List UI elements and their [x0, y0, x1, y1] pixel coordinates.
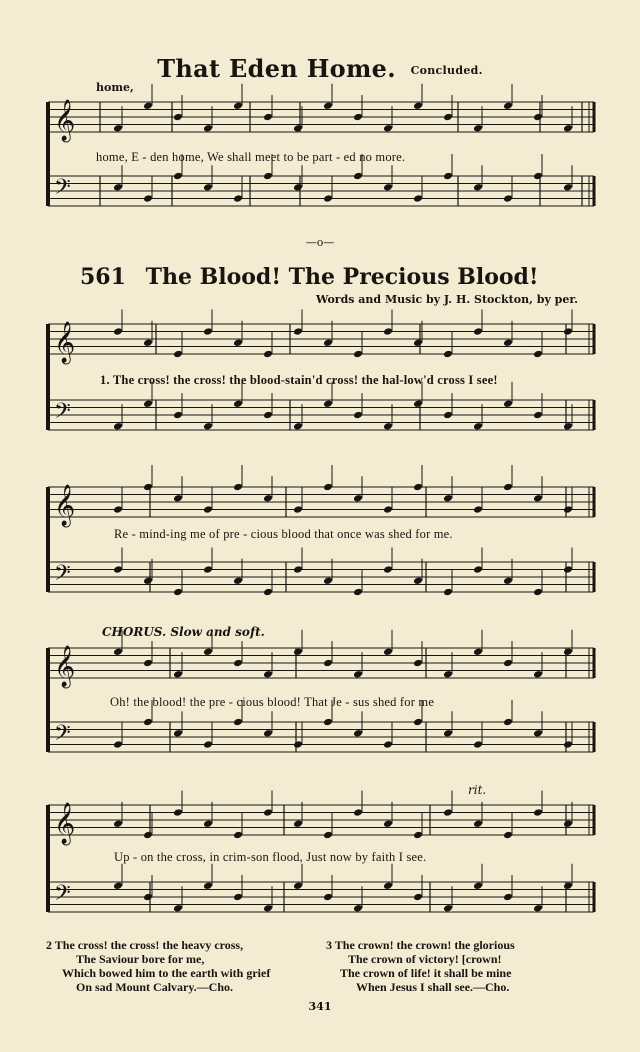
note-head [563, 183, 573, 192]
note-head [203, 647, 213, 656]
verse-2-line: 2 The cross! the cross! the heavy cross, [46, 938, 244, 952]
note-head [203, 881, 213, 890]
note-head [233, 101, 243, 110]
note-head [443, 350, 453, 359]
note-head [233, 399, 243, 408]
note-head [503, 101, 513, 110]
note-head [173, 588, 183, 597]
note-head [203, 505, 213, 514]
note-head [443, 670, 453, 679]
note-head [413, 399, 423, 408]
note-head [413, 893, 423, 902]
note-head [503, 399, 513, 408]
note-head [503, 576, 513, 585]
note-head [143, 576, 153, 585]
note-head [203, 565, 213, 574]
note-head [323, 576, 333, 585]
note-head [413, 194, 423, 203]
note-head [203, 124, 213, 133]
note-head [533, 588, 543, 597]
note-head [413, 338, 423, 347]
hymn-credit: Words and Music by J. H. Stockton, by per. [316, 293, 578, 306]
note-head [413, 576, 423, 585]
note-head [503, 659, 513, 668]
note-head [143, 659, 153, 668]
verse-3-line: The crown of victory! [crown! [348, 952, 502, 966]
note-head [413, 718, 423, 727]
note-head [173, 494, 183, 503]
note-head [503, 831, 513, 840]
note-head [173, 808, 183, 817]
bass-clef-icon: 𝄢 [54, 881, 71, 911]
note-head [143, 718, 153, 727]
note-head [383, 124, 393, 133]
hymn-number: 561 [80, 264, 126, 290]
note-head [263, 113, 273, 122]
verse-3-line: When Jesus I shall see.—Cho. [356, 980, 510, 994]
note-head [503, 718, 513, 727]
note-head [233, 893, 243, 902]
bass-clef-icon: 𝄢 [54, 561, 71, 591]
pickup-word: home, [96, 81, 134, 94]
note-head [293, 565, 303, 574]
bass-clef-icon: 𝄢 [54, 399, 71, 429]
note-head [473, 565, 483, 574]
note-head [263, 904, 273, 913]
note-head [293, 881, 303, 890]
note-head [473, 505, 483, 514]
note-head [113, 183, 123, 192]
staff-systems [48, 84, 594, 913]
note-head [563, 740, 573, 749]
note-head [533, 670, 543, 679]
note-head [233, 576, 243, 585]
note-head [263, 588, 273, 597]
note-head [113, 505, 123, 514]
note-head [173, 904, 183, 913]
note-head [143, 831, 153, 840]
note-head [203, 183, 213, 192]
note-head [173, 670, 183, 679]
note-head [113, 565, 123, 574]
note-head [473, 422, 483, 431]
note-head [503, 194, 513, 203]
note-head [233, 483, 243, 492]
note-head [323, 194, 333, 203]
note-head [113, 647, 123, 656]
note-head [533, 411, 543, 420]
note-head [443, 904, 453, 913]
note-head [263, 350, 273, 359]
note-head [113, 422, 123, 431]
note-head [353, 113, 363, 122]
note-head [413, 101, 423, 110]
treble-clef-icon: 𝄞 [54, 100, 76, 141]
note-head [533, 904, 543, 913]
note-head [473, 183, 483, 192]
note-head [113, 881, 123, 890]
note-head [533, 172, 543, 181]
note-head [443, 588, 453, 597]
top-hymn-lyric: home, E - den home, We shall meet to be part - ed no more. [96, 150, 406, 164]
note-head [323, 659, 333, 668]
note-head [353, 808, 363, 817]
note-head [143, 101, 153, 110]
verse-3-line: The crown of life! it shall be mine [340, 966, 512, 980]
note-head [203, 819, 213, 828]
treble-clef-icon: 𝄞 [54, 646, 76, 687]
note-head [353, 411, 363, 420]
note-head [443, 808, 453, 817]
note-head [383, 183, 393, 192]
rit-marking: rit. [468, 783, 487, 797]
chorus-label: CHORUS. Slow and soft. [102, 625, 265, 639]
top-hymn-title-text: That Eden Home. [157, 54, 396, 83]
note-head [293, 740, 303, 749]
note-head [233, 659, 243, 668]
note-head [383, 819, 393, 828]
note-head [293, 422, 303, 431]
bass-clef-icon: 𝄢 [54, 175, 71, 205]
note-head [533, 729, 543, 738]
note-head [263, 729, 273, 738]
hymn-title-text: The Blood! The Precious Blood! [145, 264, 539, 290]
note-head [233, 194, 243, 203]
treble-clef-icon: 𝄞 [54, 322, 76, 363]
note-head [473, 819, 483, 828]
note-head [293, 124, 303, 133]
note-head [353, 729, 363, 738]
note-head [233, 718, 243, 727]
note-head [473, 327, 483, 336]
note-head [293, 327, 303, 336]
note-head [173, 729, 183, 738]
note-head [563, 565, 573, 574]
note-head [473, 647, 483, 656]
note-head [563, 422, 573, 431]
note-head [563, 124, 573, 133]
note-head [293, 505, 303, 514]
note-head [353, 904, 363, 913]
note-head [533, 494, 543, 503]
note-head [533, 808, 543, 817]
note-head [173, 411, 183, 420]
note-head [443, 494, 453, 503]
note-head [293, 647, 303, 656]
note-head [533, 113, 543, 122]
page-number: 341 [308, 1000, 332, 1013]
note-head [263, 172, 273, 181]
note-head [443, 113, 453, 122]
note-head [143, 483, 153, 492]
note-head [413, 831, 423, 840]
note-head [263, 494, 273, 503]
note-head [413, 659, 423, 668]
verse-2-line: Which bowed him to the earth with grief [62, 966, 271, 980]
note-head [263, 411, 273, 420]
note-head [203, 740, 213, 749]
treble-clef-icon: 𝄞 [54, 803, 76, 844]
note-head [443, 729, 453, 738]
note-head [323, 399, 333, 408]
note-head [383, 422, 393, 431]
note-head [503, 893, 513, 902]
note-head [443, 172, 453, 181]
note-head [473, 124, 483, 133]
lyric-line-4: Up - on the cross, in crim-son flood, Just now by faith I see. [114, 850, 427, 864]
note-head [563, 505, 573, 514]
note-head [353, 670, 363, 679]
note-head [203, 422, 213, 431]
note-head [503, 338, 513, 347]
note-head [383, 740, 393, 749]
note-head [353, 172, 363, 181]
note-head [143, 338, 153, 347]
verse-3-line: 3 The crown! the crown! the glorious [326, 938, 515, 952]
note-head [413, 483, 423, 492]
note-head [383, 505, 393, 514]
note-head [143, 194, 153, 203]
note-head [173, 172, 183, 181]
note-head [473, 881, 483, 890]
note-head [323, 338, 333, 347]
note-head [113, 740, 123, 749]
note-head [383, 647, 393, 656]
lyric-line-3: Oh! the blood! the pre - cious blood! That Je - sus shed for me [110, 695, 435, 709]
lyric-line-2: Re - mind-ing me of pre - cious blood that once was shed for me. [114, 527, 453, 541]
note-head [473, 740, 483, 749]
note-head [383, 565, 393, 574]
bass-clef-icon: 𝄢 [54, 721, 71, 751]
note-head [233, 338, 243, 347]
note-head [263, 808, 273, 817]
note-head [173, 113, 183, 122]
note-head [233, 831, 243, 840]
note-head [533, 350, 543, 359]
note-head [323, 831, 333, 840]
note-head [383, 881, 393, 890]
verse-2-line: The Saviour bore for me, [76, 952, 205, 966]
note-head [173, 350, 183, 359]
note-head [203, 327, 213, 336]
note-head [443, 411, 453, 420]
note-head [263, 670, 273, 679]
lyric-line-1: 1. The cross! the cross! the blood-stain'd cross! the hal-low'd cross I see! [100, 373, 498, 387]
note-head [113, 124, 123, 133]
note-head [353, 588, 363, 597]
note-head [113, 327, 123, 336]
verse-2-line: On sad Mount Calvary.—Cho. [76, 980, 234, 994]
note-head [323, 718, 333, 727]
note-head [293, 819, 303, 828]
note-head [143, 893, 153, 902]
note-head [293, 183, 303, 192]
note-head [563, 327, 573, 336]
note-head [563, 647, 573, 656]
note-head [323, 893, 333, 902]
note-head [323, 483, 333, 492]
concluded-note: Concluded. [410, 64, 483, 77]
note-head [563, 881, 573, 890]
note-head [353, 350, 363, 359]
separator: —o— [305, 236, 335, 249]
note-head [353, 494, 363, 503]
note-head [323, 101, 333, 110]
note-head [143, 399, 153, 408]
note-head [383, 327, 393, 336]
note-head [113, 819, 123, 828]
note-head [563, 819, 573, 828]
treble-clef-icon: 𝄞 [54, 485, 76, 526]
note-head [503, 483, 513, 492]
